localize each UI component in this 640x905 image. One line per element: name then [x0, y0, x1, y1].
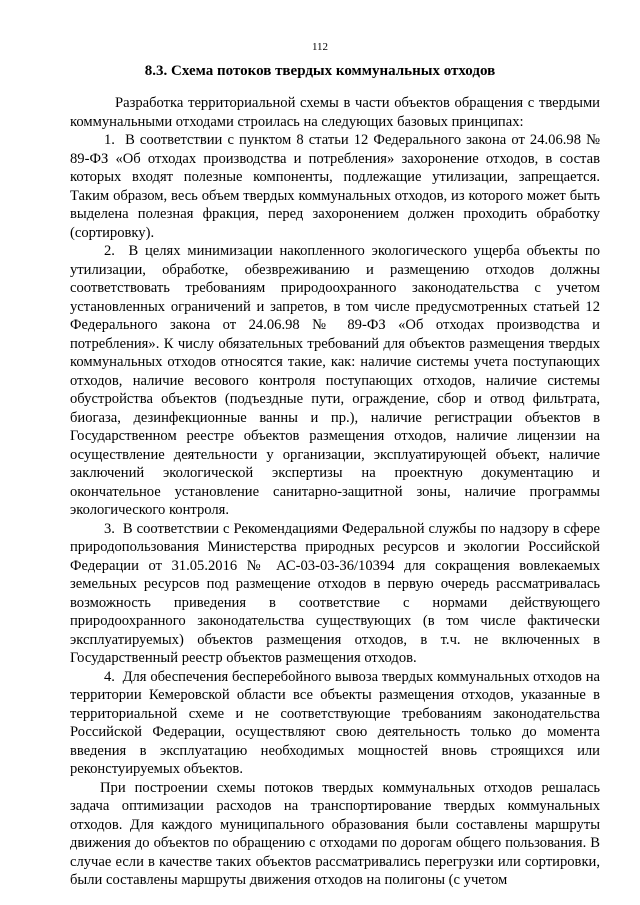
intro-paragraph: Разработка территориальной схемы в части объектов обращения с твердыми коммунальными отходами строилась на следующих базовых принципах:: [70, 95, 600, 130]
list-item: 2. В целях минимизации накопленного экологического ущерба объекты по утилизации, обработке, обезвреживанию и размещению отходов должны соответствовать требованиям природоохранного законодательства с учетом установленных ограничений и запретов, в том числе предусмотренных статьей 12 Федерального закона от 24.06.98 № 89-ФЗ «Об отходах производства и потребления». К числу обязательных требований для объектов размещения твердых коммунальных отходов относятся такие, как: наличие системы учета поступающих отходов, наличие весового контроля поступающих отходов, наличие системы обустройства объектов (подъездные пути, ограждение, сбор и отвод фильтрата, биогаза, дезинфекционные ванны и пр.), наличие регистрации объектов в Государственном реестре объектов размещения отходов, наличие лицензии на осуществление деятельности у организации, эксплуатирующей объект, наличие заключений экологической экспертизы на проектную документацию и окончательное установление санитарно-защитной зоны, наличие программы экологического контроля.: [70, 243, 600, 518]
list-item: 3. В соответствии с Рекомендациями Федеральной службы по надзору в сфере природопользования Министерства природных ресурсов и экологии Российской Федерации от 31.05.2016 № АС-03-03-36/10394 для сокращения вовлекаемых земельных ресурсов под размещение отходов в первую очередь рассматривалась возможность приведения в соответствие с нормами действующего природоохранного законодательства существующих (в том числе фактически эксплуатируемых) объектов размещения отходов, в т.ч. не включенных в Государственный реестр объектов размещения отходов.: [70, 520, 600, 666]
section-title: 8.3. Схема потоков твердых коммунальных отходов: [144, 63, 496, 79]
body-text: [70, 94, 600, 890]
list-item: 1. В соответствии с пунктом 8 статьи 12 Федерального закона от 24.06.98 № 89-ФЗ «Об отходах производства и потребления» захоронение отходов, в состав которых входят полезные компоненты, подлежащие утилизации, запрещается. Таким образом, весь объем твердых коммунальных отходов, из которого может быть выделена полезная фракция, перед захоронением должен проходить обработку (сортировку).: [70, 132, 600, 241]
closing-paragraph: При построении схемы потоков твердых коммунальных отходов решалась задача оптимизации расходов на транспортирование твердых коммунальных отходов. Для каждого муниципального образования были составлены маршруты движения до объектов по обращению с отходами по дорогам общего пользования. В случае если в качестве таких объектов рассматривались перегрузки или сортировки, были составлены маршруты движения отходов на полигоны (с учетом: [70, 779, 600, 888]
page-number: 112: [311, 41, 329, 53]
list-item: 4. Для обеспечения бесперебойного вывоза твердых коммунальных отходов на территории Кемеровской области все объекты размещения отходов, указанные в территориальной схеме и не соответствующие требованиям законодательства Российской Федерации, осуществляют свою деятельность только до момента введения в эксплуатацию необходимых мощностей вновь строящихся или реконстуируемых объектов.: [70, 668, 600, 777]
